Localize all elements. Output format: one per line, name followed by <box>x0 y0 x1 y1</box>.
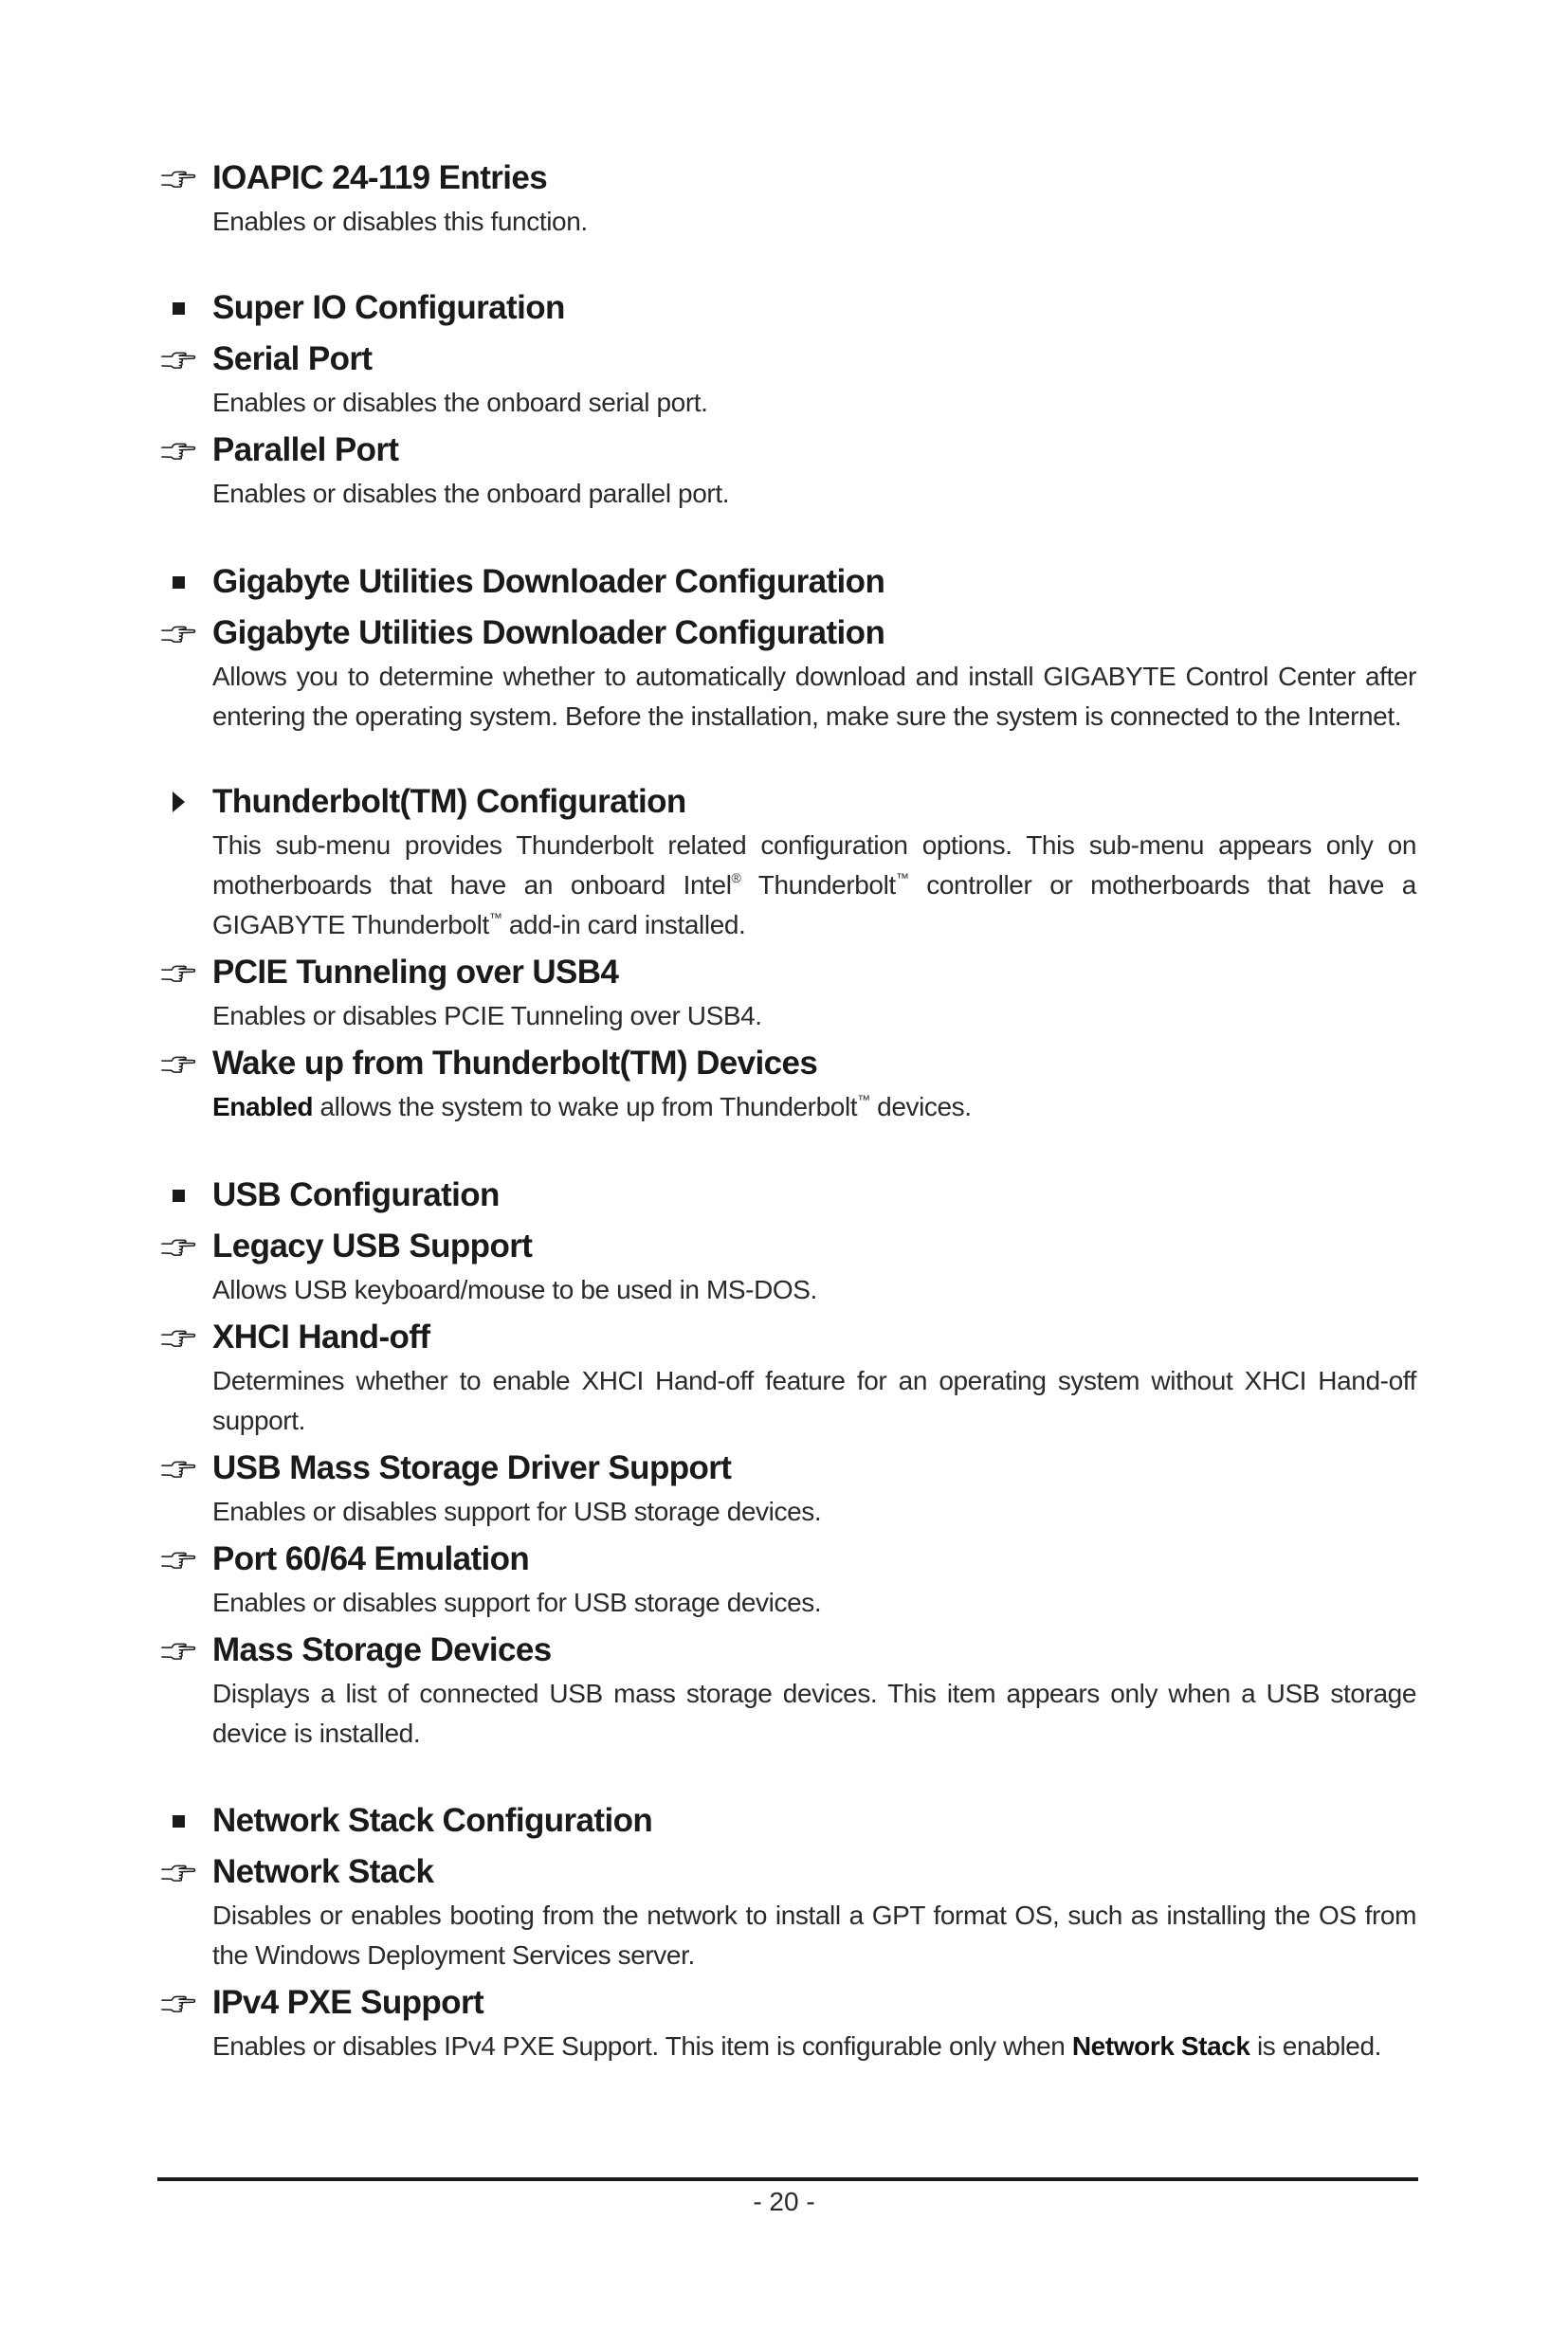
section-usb <box>159 1176 1416 1214</box>
item-title: Parallel Port <box>212 431 399 468</box>
item-parallel-port <box>159 431 1416 514</box>
item-gigabyte-utilities <box>159 614 1416 737</box>
item-title: Legacy USB Support <box>212 1228 533 1265</box>
item-description: Enables or disables IPv4 PXE Support. This item is configurable only when Network Stack is enabled. <box>212 2031 1382 2061</box>
section-title: Network Stack Configuration <box>212 1802 653 1839</box>
section-title: Gigabyte Utilities Downloader Configuration <box>212 563 885 600</box>
section-gigabyte-utilities <box>159 563 1416 601</box>
item-title: Gigabyte Utilities Downloader Configuration <box>212 614 885 651</box>
section-network-stack <box>159 1802 1416 1840</box>
pointing-hand-icon <box>159 954 197 992</box>
pointing-hand-icon <box>159 1228 197 1265</box>
section-title: USB Configuration <box>212 1176 500 1213</box>
item-xhci <box>159 1319 1416 1441</box>
item-description: This sub-menu provides Thunderbolt related configuration options. This sub-menu appears only on motherboards that have an onboard Intel® Thunderbolt™ controller or motherboards that have a GIGABYTE Thunderbolt™ add-in card installed. <box>212 830 1416 939</box>
pointing-hand-icon <box>159 1984 197 2022</box>
item-description: Enables or disables the onboard serial port. <box>212 388 708 417</box>
item-title: Serial Port <box>212 340 373 377</box>
submenu-thunderbolt <box>159 783 1416 945</box>
item-pcie-tunneling <box>159 954 1416 1036</box>
pointing-hand-icon <box>159 159 197 197</box>
item-usb-mass-storage-driver <box>159 1449 1416 1532</box>
item-description: Enables or disables this function. <box>212 207 588 236</box>
item-serial-port <box>159 340 1416 423</box>
item-description: Enables or disables support for USB storage devices. <box>212 1497 822 1526</box>
pointing-hand-icon <box>159 1631 197 1669</box>
item-description: Disables or enables booting from the network to install a GPT format OS, such as installing the OS from the Windows Deployment Services server. <box>212 1901 1416 1970</box>
item-title: IOAPIC 24-119 Entries <box>212 159 548 196</box>
square-bullet-icon <box>159 1802 197 1840</box>
pointing-hand-icon <box>159 614 197 652</box>
item-title: USB Mass Storage Driver Support <box>212 1449 732 1486</box>
item-ipv4-pxe <box>159 1984 1416 2066</box>
item-ioapic <box>159 159 1416 242</box>
pointing-hand-icon <box>159 340 197 378</box>
item-port-6064 <box>159 1540 1416 1623</box>
footer-divider <box>157 2177 1418 2181</box>
item-description: Enables or disables the onboard parallel port. <box>212 479 730 508</box>
triangle-right-icon <box>159 783 197 821</box>
item-title: Network Stack <box>212 1853 434 1890</box>
item-description: Determines whether to enable XHCI Hand-off feature for an operating system without XHCI Hand-off support. <box>212 1366 1416 1435</box>
square-bullet-icon <box>159 563 197 601</box>
item-title: XHCI Hand-off <box>212 1319 430 1356</box>
section-title: Super IO Configuration <box>212 289 565 326</box>
pointing-hand-icon <box>159 1540 197 1578</box>
page-number: - 20 - <box>753 2187 815 2216</box>
item-title: Mass Storage Devices <box>212 1631 552 1668</box>
square-bullet-icon <box>159 289 197 327</box>
pointing-hand-icon <box>159 431 197 469</box>
item-description: Allows you to determine whether to automatically download and install GIGABYTE Control Center after entering the operating system. Before the installation, make sure the system is connected to the Internet. <box>212 662 1416 731</box>
item-legacy-usb <box>159 1228 1416 1310</box>
item-description: Allows USB keyboard/mouse to be used in MS-DOS. <box>212 1275 817 1304</box>
submenu-title: Thunderbolt(TM) Configuration <box>212 783 686 820</box>
item-description: Displays a list of connected USB mass storage devices. This item appears only when a USB storage device is installed. <box>212 1679 1416 1748</box>
item-network-stack <box>159 1853 1416 1975</box>
pointing-hand-icon <box>159 1449 197 1487</box>
item-wake-thunderbolt <box>159 1045 1416 1127</box>
pointing-hand-icon <box>159 1853 197 1891</box>
pointing-hand-icon <box>159 1045 197 1083</box>
item-title: Port 60/64 Emulation <box>212 1540 530 1577</box>
item-mass-storage-devices <box>159 1631 1416 1754</box>
square-bullet-icon <box>159 1176 197 1214</box>
item-description: Enabled allows the system to wake up from Thunderbolt™ devices. <box>212 1092 972 1121</box>
item-description: Enables or disables support for USB storage devices. <box>212 1588 822 1617</box>
item-title: PCIE Tunneling over USB4 <box>212 954 619 991</box>
item-description: Enables or disables PCIE Tunneling over USB4. <box>212 1001 762 1030</box>
pointing-hand-icon <box>159 1319 197 1356</box>
section-super-io <box>159 289 1416 327</box>
item-title: IPv4 PXE Support <box>212 1984 484 2021</box>
item-title: Wake up from Thunderbolt(TM) Devices <box>212 1045 818 1082</box>
